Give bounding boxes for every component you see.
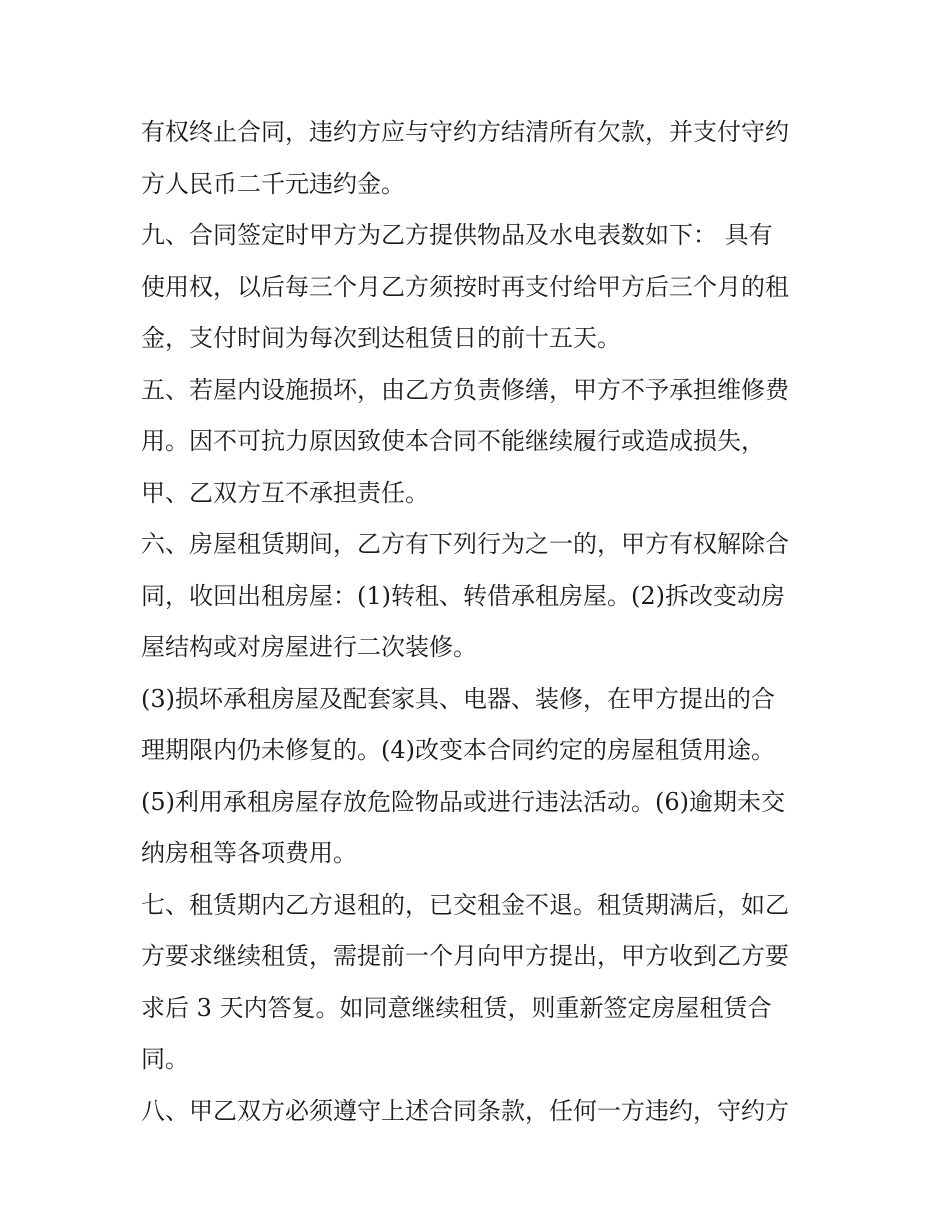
text-line: 七、租赁期内乙方退租的，已交租金不退。租赁期满后，如乙 [141,890,789,919]
text-line: 用。因不可抗力原因致使本合同不能继续履行或造成损失， [141,427,765,455]
text-line: 八、甲乙双方必须遵守上述合同条款，任何一方违约，守约方 [141,1096,789,1125]
text-line: 有权终止合同，违约方应与守约方结清所有欠款，并支付守约 [141,118,789,146]
text-line: 纳房租等各项费用。 [141,839,357,867]
text-line: 六、房屋租赁期间，乙方有下列行为之一的，甲方有权解除合 [141,530,789,558]
text-line: 使用权，以后每三个月乙方须按时再支付给甲方后三个月的租 [141,272,789,301]
text-line: 金，支付时间为每次到达租赁日的前十五天。 [141,324,621,352]
text-line: 理期限内仍未修复的。(4)改变本合同约定的房屋租赁用途。 [141,736,775,764]
text-line: 求后 3 天内答复。如同意继续租赁，则重新签定房屋租赁合 [141,993,772,1022]
text-line: 九、合同签定时甲方为乙方提供物品及水电表数如下： 具有 [141,221,773,249]
text-line: (5)利用承租房屋存放危险物品或进行违法活动。(6)逾期未交 [141,787,785,816]
text-line: 同。 [141,1045,189,1073]
text-line: 屋结构或对房屋进行二次装修。 [141,633,477,661]
text-line: 五、若屋内设施损坏，由乙方负责修缮，甲方不予承担维修费 [141,375,789,404]
text-line: 甲、乙双方互不承担责任。 [141,478,429,507]
text-line: 方要求继续租赁，需提前一个月向甲方提出，甲方收到乙方要 [141,942,789,970]
text-line: 同，收回出租房屋：(1)转租、转借承租房屋。(2)拆改变动房 [141,581,785,610]
text-line: 方人民币二千元违约金。 [141,169,405,198]
text-line: (3)损坏承租房屋及配套家具、电器、装修，在甲方提出的合 [141,684,775,713]
document-body [141,107,821,1137]
